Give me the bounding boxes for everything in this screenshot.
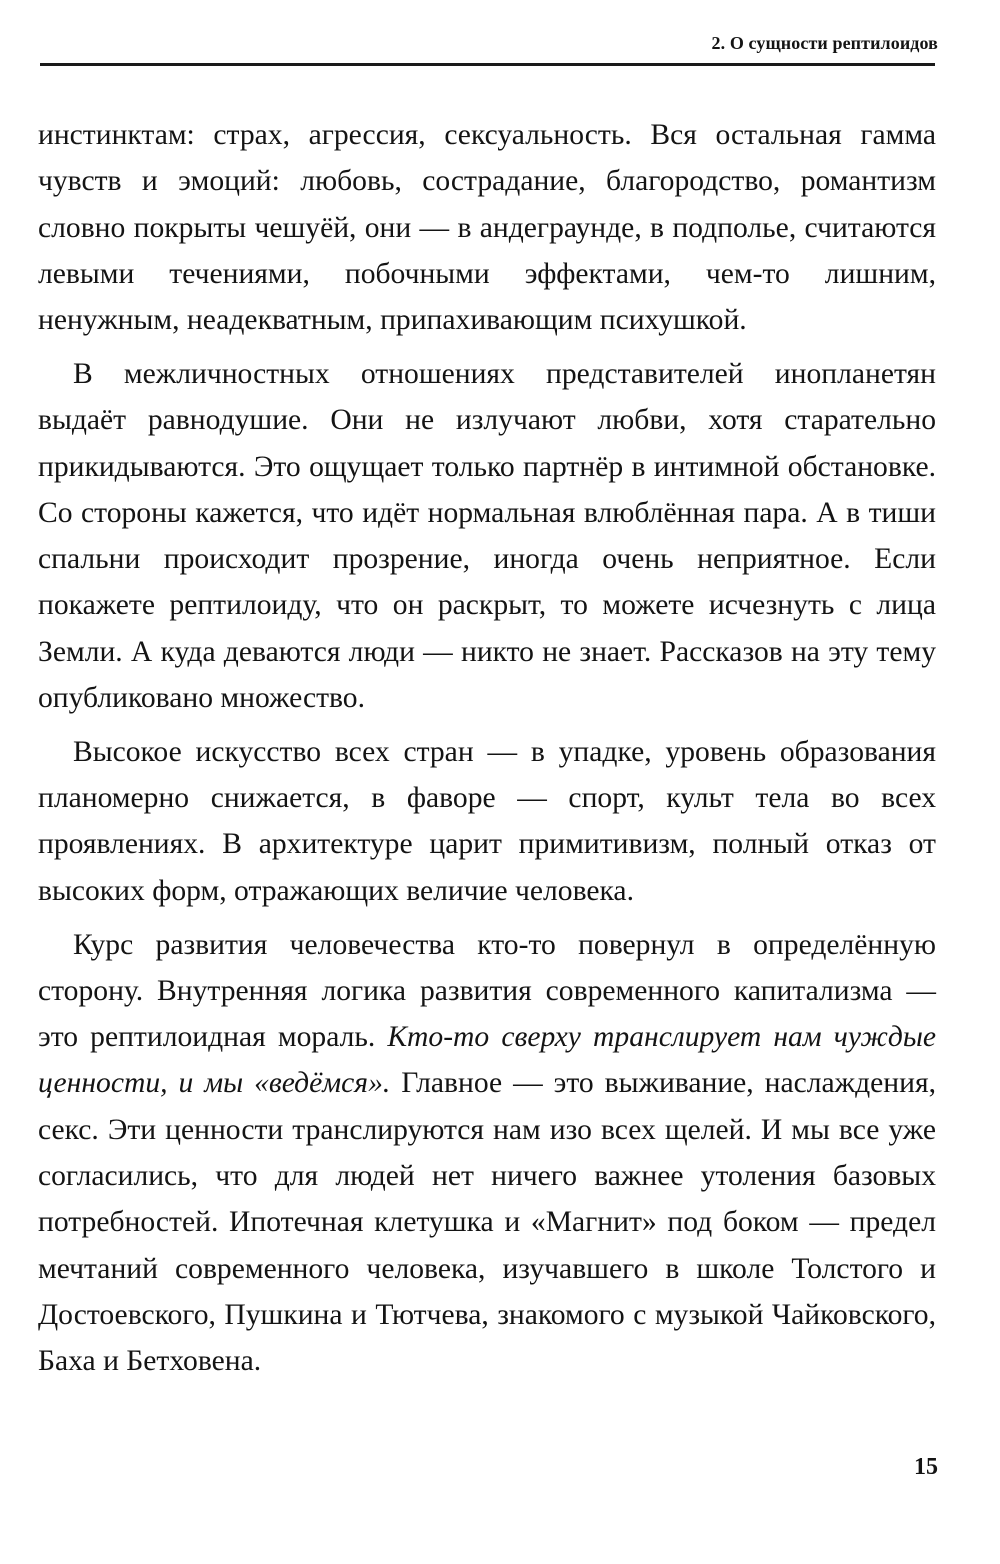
paragraph-4-part-2: Главное — это выживание, наслаждения, секс. Эти ценности транслируются нам изо всех щелей. И мы все уже согласились, что для людей нет ничего важнее утоления базовых потребностей. Ипотечная клетушка и «Магнит» под боком — предел мечтаний современного человека, изучавшего в школе Толстого и Достоевского, Пушкина и Тютчева, знакомого с музыкой Чайковского, Баха и Бетховена. xyxy=(38,1067,936,1378)
paragraph-4-italic: Кто-то сверху транслирует нам чуждые ценности, и мы «ведёмся». xyxy=(38,1021,936,1100)
page-number: 15 xyxy=(914,1454,938,1480)
header-rule xyxy=(40,63,935,66)
paragraph-2: В межличностных отношениях представителей инопланетян выдаёт равнодушие. Они не излучают любви, хотя старательно прикидываются. Это ощущает только партнёр в интимной обстановке. Со стороны кажется, что идёт нормальная влюблённая пара. А в тиши спальни происходит прозрение, иногда очень неприятное. Если покажете рептилоиду, что он раскрыт, то можете исчезнуть с лица Земли. А куда деваются люди — никто не знает. Рассказов на эту тему опубликовано множество. xyxy=(38,357,936,715)
running-title: 2. О сущности рептилоидов xyxy=(711,33,938,53)
body-text xyxy=(38,112,936,1392)
paragraph-4-part-1: Курс развития человечества кто-то повернул в определённую сторону. Внутренняя логика развития современного капитализма — это рептилоидная мораль. xyxy=(38,928,936,1054)
paragraph-1: инстинктам: страх, агрессия, сексуальность. Вся остальная гамма чувств и эмоций: любовь, сострадание, благородство, романтизм словно покрыты чешуёй, они — в андеграунде, в подполье, считаются левыми течениями, побочными эффектами, чем-то лишним, ненужным, неадекватным, припахивающим психушкой. xyxy=(38,119,936,337)
paragraph-3: Высокое искусство всех стран — в упадке, уровень образования планомерно снижается, в фаворе — спорт, культ тела во всех проявлениях. В архитектуре царит примитивизм, полный отказ от высоких форм, отражающих величие человека. xyxy=(38,735,936,907)
paragraph-4 xyxy=(38,922,936,1385)
